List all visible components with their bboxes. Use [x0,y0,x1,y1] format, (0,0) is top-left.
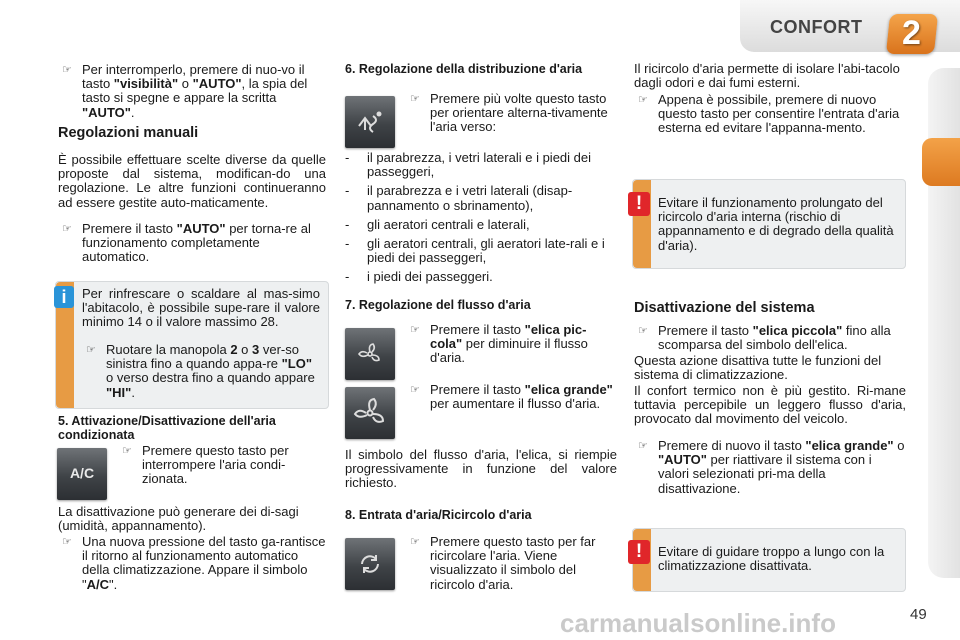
header-title: CONFORT [770,17,863,37]
pointing-hand-icon: ☞ [122,445,132,457]
warning-text-1: Evitare il funzionamento prolungato del ricircolo d'aria interna (rischio di appannamento e di degrado della qualità d'aria). [658,195,894,253]
list-item: - il parabrezza, i vetri laterali e i piedi dei passeggeri, [345,150,591,180]
sec8-bullet: ☞ Premere questo tasto per far ricircolare l'aria. Viene visualizzato il simbolo del ricircolo d'aria. [406,535,616,592]
sec7-para: Il simbolo del flusso d'aria, l'elica, si riempie progressivamente in funzione del valore richiesto. [345,447,617,491]
air-distribution-icon [345,96,395,148]
heading-disattivazione: Disattivazione del sistema [634,300,815,316]
col3-para3: Il confort termico non è più gestito. Ri-mane tuttavia percepibile un leggero flusso d'aria, provocato dal movimento del veicolo. [634,383,906,427]
sec6-title: 6. Regolazione della distribuzione d'aria [345,62,583,76]
pointing-hand-icon: ☞ [410,536,420,548]
info-icon: i [54,286,74,308]
pointing-hand-icon: ☞ [638,325,648,337]
pointing-hand-icon: ☞ [86,344,96,356]
col3-bullet3: ☞ Premere di nuovo il tasto "elica grande" o "AUTO" per riattivare il sistema con i valori selezionati pri-ma della disattivazione. [634,439,906,496]
warning-text-2: Evitare di guidare troppo a lungo con la climatizzazione disattivata. [658,544,885,574]
sec5-bullet2: ☞ Una nuova pressione del tasto ga-rantisce il ritorno al funzionamento automatico della climatizzazione. Appare il simbolo "A/C". [58,535,326,592]
col1-para: È possibile effettuare scelte diverse da quelle proposte dal sistema, modifican-do una regolazione. Le altre funzioni continueranno ad essere gestite auto-maticamente. [58,152,326,210]
pointing-hand-icon: ☞ [62,64,72,76]
info-text: Per rinfrescare o scaldare al mas-simo l'abitacolo, è possibile supe-rare il valore minimo 14 o il valore massimo 28. [82,286,320,330]
pointing-hand-icon: ☞ [410,384,420,396]
pointing-hand-icon: ☞ [62,223,72,235]
sec8-title: 8. Entrata d'aria/Ricircolo d'aria [345,508,532,522]
ac-button-image [57,448,107,500]
col3-para: Il ricircolo d'aria permette di isolare l'abi-tacolo dagli odori e dai fumi esterni. [634,61,900,91]
info-bullet: ☞ Ruotare la manopola 2 o 3 ver-so sinistra fino a quando appa-re "LO" o verso destra fino a quando appare "HI". [82,343,322,400]
col1-auto-bullet: ☞ Premere il tasto "AUTO" per torna-re al funzionamento completamente automatico. [58,222,326,265]
watermark: carmanualsonline.info [560,608,836,638]
side-tab-active[interactable] [922,138,960,186]
air-distribution-button-image [345,96,395,148]
list-item: - gli aeratori centrali, gli aeratori late-rali e i piedi dei passeggeri, [345,236,605,266]
warning-icon: ! [628,540,650,564]
list-item: - gli aeratori centrali e laterali, [345,216,530,232]
list-item: - i piedi dei passeggeri. [345,269,493,285]
pointing-hand-icon: ☞ [62,536,72,548]
recirculation-button-image [345,538,395,590]
sec6-list [345,151,617,285]
fan-small-icon [345,328,395,380]
sec7-bullet2: ☞ Premere il tasto "elica grande" per aumentare il flusso d'aria. [406,383,616,411]
recirculation-icon [345,538,395,590]
sec7-title: 7. Regolazione del flusso d'aria [345,298,531,312]
sec6-bullet: ☞ Premere più volte questo tasto per orientare alterna-tivamente l'aria verso: [406,92,616,135]
fan-large-button-image [345,387,395,439]
pointing-hand-icon: ☞ [638,440,648,452]
pointing-hand-icon: ☞ [410,324,420,336]
sec5-para: La disattivazione può generare dei di-sagi (umidità, appannamento). [58,504,299,534]
fan-large-icon [345,387,395,439]
sec7-bullet1: ☞ Premere il tasto "elica pic-cola" per diminuire il flusso d'aria. [406,323,616,366]
chapter-number: 2 [902,14,921,52]
sec5-bullet: ☞ Premere questo tasto per interrompere l'aria condi-zionata. [118,444,326,487]
pointing-hand-icon: ☞ [410,93,420,105]
page-number: 49 [910,606,927,623]
col1-intro-bullet: ☞ Per interromperlo, premere di nuo-vo il tasto "visibilità" o "AUTO", la spia del tasto si spegne e appare la scritta "AUTO". [58,63,326,120]
col3-bullet2: ☞ Premere il tasto "elica piccola" fino alla scomparsa del simbolo dell'elica. [634,324,906,352]
warning-icon: ! [628,192,650,216]
heading-regolazioni-manuali: Regolazioni manuali [58,125,199,141]
col3-para2: Questa azione disattiva tutte le funzioni del sistema di climatizzazione. [634,353,882,383]
pointing-hand-icon: ☞ [638,94,648,106]
fan-small-button-image [345,328,395,380]
sec5-title: 5. Attivazione/Disattivazione dell'aria condizionata [58,414,276,442]
col3-bullet: ☞ Appena è possibile, premere di nuovo questo tasto per consentire l'entrata d'aria esterna ed evitare l'appanna-mento. [634,93,906,136]
ac-label: A/C [69,465,95,481]
list-item: - il parabrezza e i vetri laterali (disap-pannamento o sbrinamento), [345,183,573,213]
